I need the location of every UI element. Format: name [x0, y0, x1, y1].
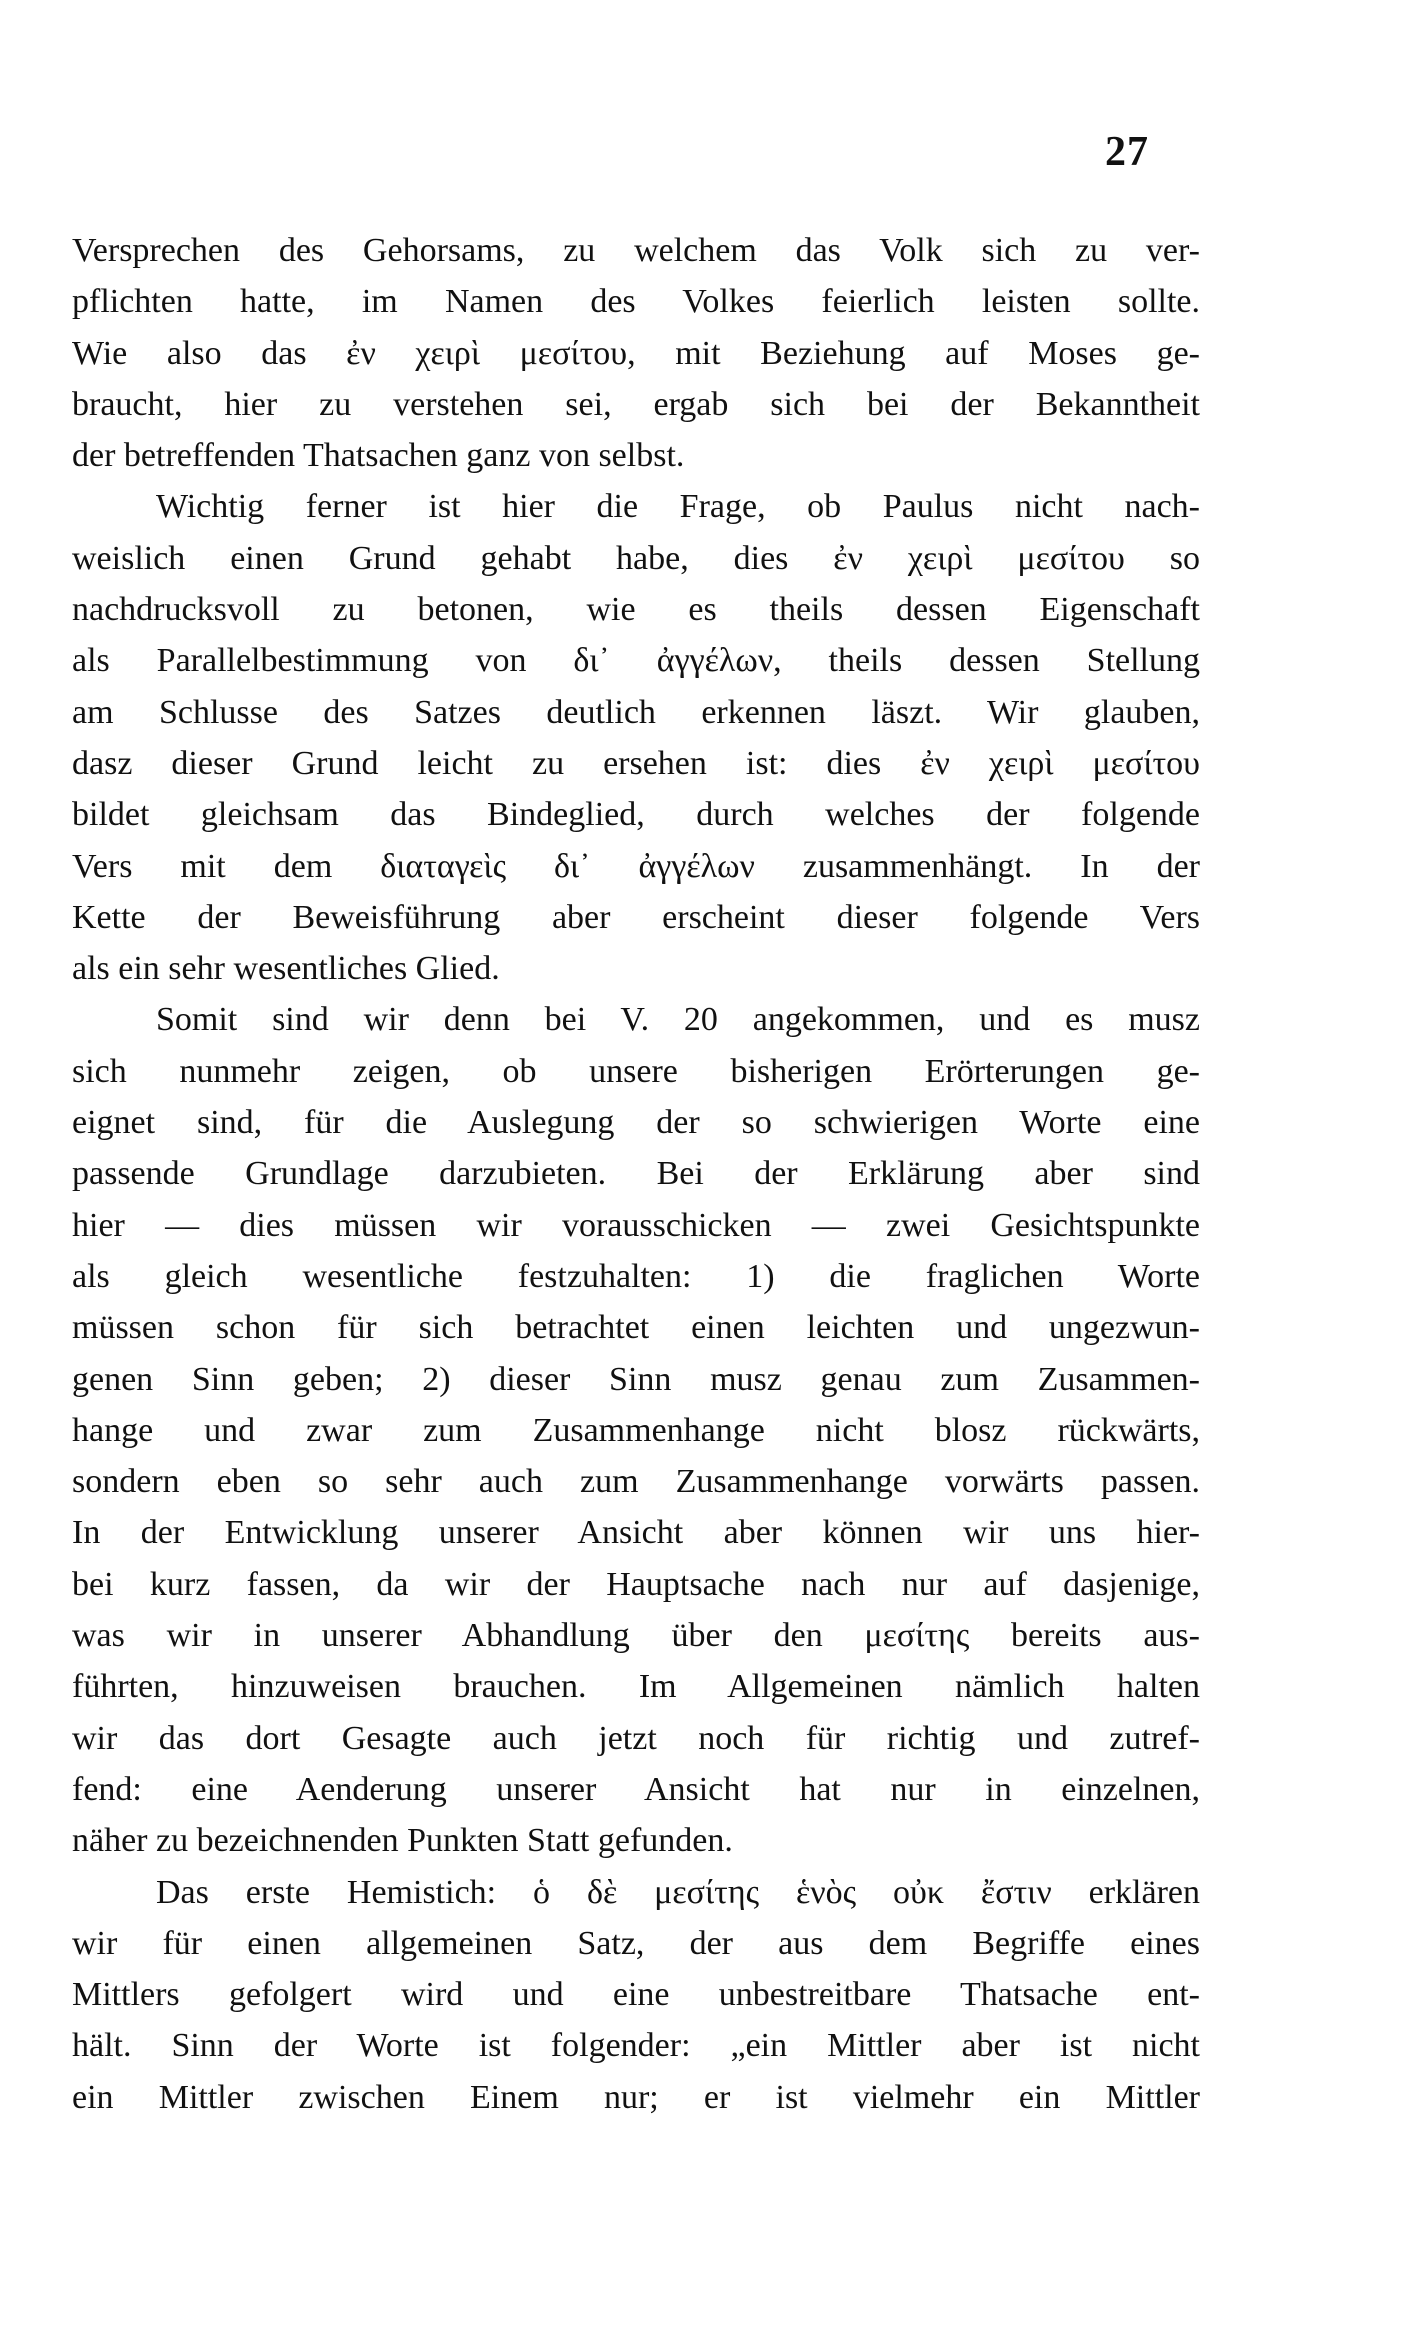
- text-line: Mittlers gefolgert wird und eine unbestreitbare Thatsache ent-: [72, 1976, 1200, 2014]
- text-line: weislich einen Grund gehabt habe, dies ἐν χειρὶ μεσίτου so: [72, 539, 1200, 577]
- text-line: Vers mit dem διαταγεὶς δι᾽ ἀγγέλων zusammenhängt. In der: [72, 847, 1200, 885]
- text-line: In der Entwicklung unserer Ansicht aber können wir uns hier-: [72, 1514, 1200, 1552]
- text-line: Somit sind wir denn bei V. 20 angekommen, und es musz: [156, 1001, 1200, 1039]
- text-line: bildet gleichsam das Bindeglied, durch welches der folgende: [72, 796, 1200, 834]
- text-line: nachdrucksvoll zu betonen, wie es theils dessen Eigenschaft: [72, 591, 1200, 629]
- text-line: ein Mittler zwischen Einem nur; er ist vielmehr ein Mittler: [72, 2078, 1200, 2116]
- text-line: hält. Sinn der Worte ist folgender: „ein Mittler aber ist nicht: [72, 2027, 1200, 2065]
- text-line: hier — dies müssen wir vorausschicken — zwei Gesichtspunkte: [72, 1206, 1200, 1244]
- body-text: [72, 225, 1200, 2123]
- text-line: am Schlusse des Satzes deutlich erkennen läszt. Wir glauben,: [72, 693, 1200, 731]
- text-line: Kette der Beweisführung aber erscheint dieser folgende Vers: [72, 898, 1200, 936]
- text-line: hange und zwar zum Zusammenhange nicht blosz rückwärts,: [72, 1411, 1200, 1449]
- text-line: bei kurz fassen, da wir der Hauptsache nach nur auf dasjenige,: [72, 1565, 1200, 1603]
- text-line: was wir in unserer Abhandlung über den μεσίτης bereits aus-: [72, 1617, 1200, 1655]
- text-line: wir für einen allgemeinen Satz, der aus dem Begriffe eines: [72, 1924, 1200, 1962]
- text-line: wir das dort Gesagte auch jetzt noch für richtig und zutref-: [72, 1719, 1200, 1757]
- text-line: genen Sinn geben; 2) dieser Sinn musz genau zum Zusammen-: [72, 1360, 1200, 1398]
- text-line: müssen schon für sich betrachtet einen leichten und ungezwun-: [72, 1309, 1200, 1347]
- text-line: sich nunmehr zeigen, ob unsere bisherigen Erörterungen ge-: [72, 1052, 1200, 1090]
- text-line: passende Grundlage darzubieten. Bei der Erklärung aber sind: [72, 1155, 1200, 1193]
- text-line: braucht, hier zu verstehen sei, ergab sich bei der Bekanntheit: [72, 385, 1200, 423]
- text-line: Wichtig ferner ist hier die Frage, ob Paulus nicht nach-: [156, 488, 1200, 526]
- text-line: als gleich wesentliche festzuhalten: 1) die fraglichen Worte: [72, 1257, 1200, 1295]
- text-line: der betreffenden Thatsachen ganz von selbst.: [72, 437, 685, 475]
- text-line: eignet sind, für die Auslegung der so schwierigen Worte eine: [72, 1104, 1200, 1142]
- text-line: näher zu bezeichnenden Punkten Statt gefunden.: [72, 1822, 733, 1860]
- text-line: dasz dieser Grund leicht zu ersehen ist: dies ἐν χειρὶ μεσίτου: [72, 744, 1200, 782]
- text-line: als Parallelbestimmung von δι᾽ ἀγγέλων, theils dessen Stellung: [72, 642, 1200, 680]
- text-line: Das erste Hemistich: ὁ δὲ μεσίτης ἑνὸς οὐκ ἔστιν erklären: [156, 1873, 1200, 1911]
- text-line: als ein sehr wesentliches Glied.: [72, 950, 500, 988]
- page-number: 27: [1105, 129, 1149, 175]
- text-line: Wie also das ἐν χειρὶ μεσίτου, mit Beziehung auf Moses ge-: [72, 334, 1200, 372]
- text-line: Versprechen des Gehorsams, zu welchem das Volk sich zu ver-: [72, 232, 1200, 269]
- text-line: pflichten hatte, im Namen des Volkes feierlich leisten sollte.: [72, 283, 1200, 321]
- text-line: fend: eine Aenderung unserer Ansicht hat nur in einzelnen,: [72, 1770, 1200, 1808]
- text-line: führten, hinzuweisen brauchen. Im Allgemeinen nämlich halten: [72, 1668, 1200, 1706]
- text-line: sondern eben so sehr auch zum Zusammenhange vorwärts passen.: [72, 1463, 1200, 1501]
